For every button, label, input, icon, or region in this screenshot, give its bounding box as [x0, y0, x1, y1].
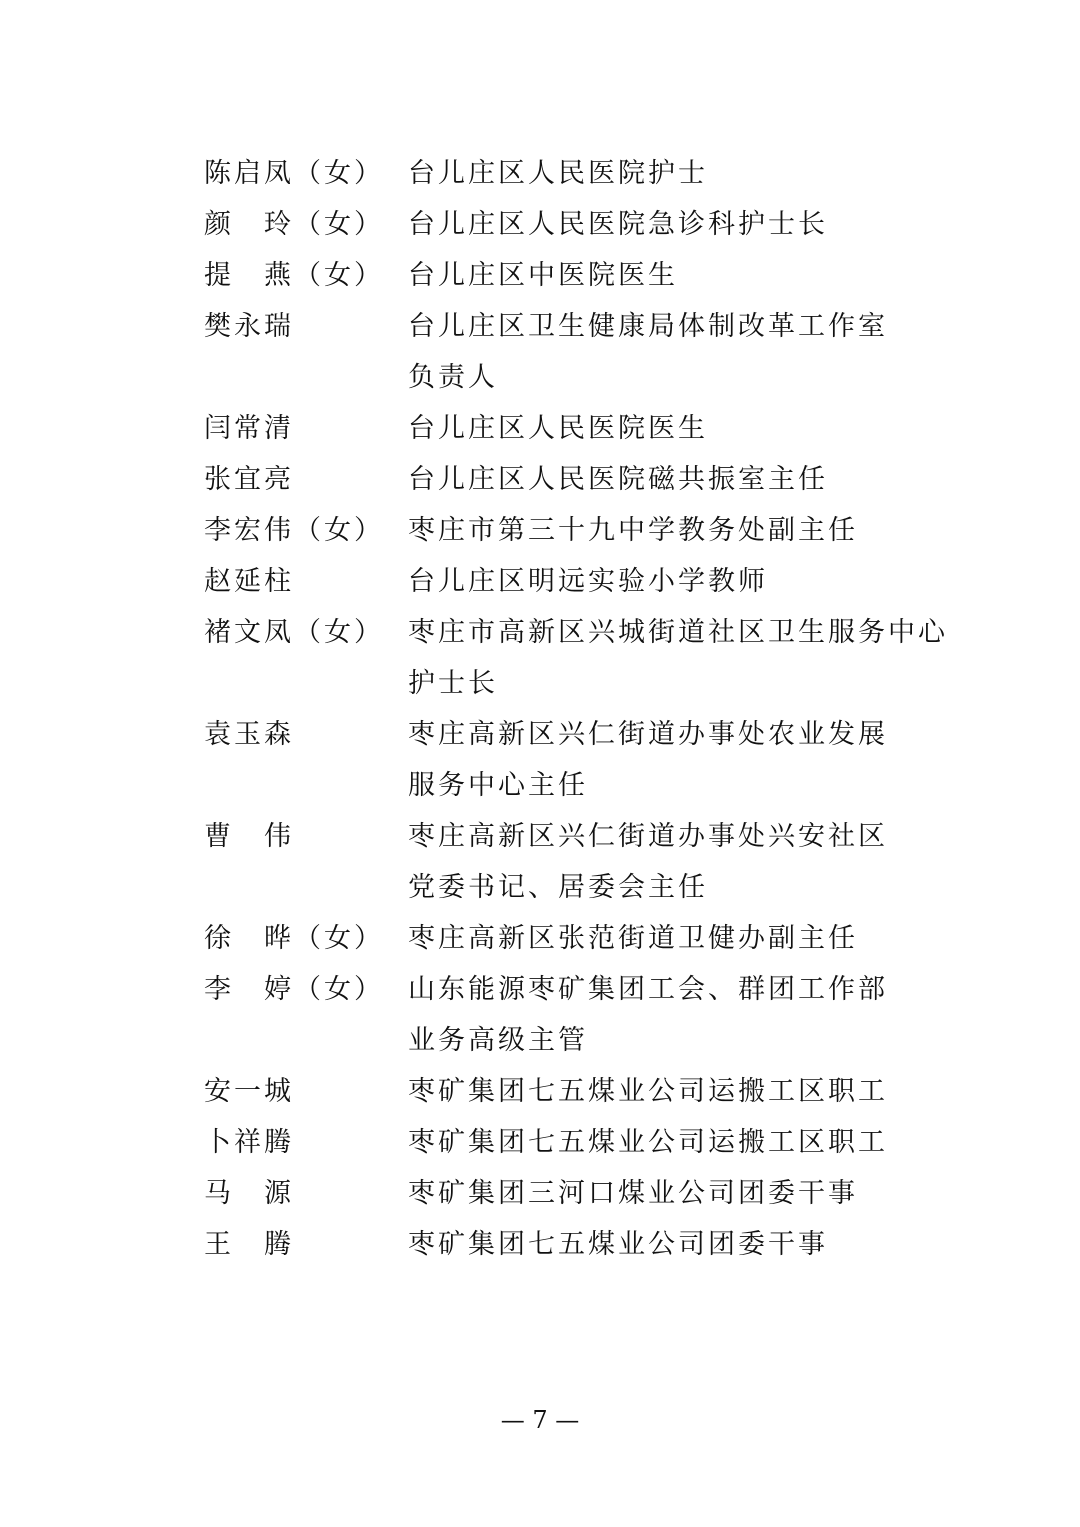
affiliation-line: 台儿庄区人民医院急诊科护士长 [408, 209, 828, 240]
list-item [204, 148, 964, 199]
list-item [204, 1219, 964, 1270]
affiliation [408, 1117, 964, 1168]
person-name: 安一城 [204, 1076, 294, 1107]
affiliation [408, 709, 964, 811]
affiliation [408, 403, 964, 454]
person-name: 卜祥腾 [204, 1127, 294, 1158]
list-item [204, 454, 964, 505]
affiliation [408, 505, 964, 556]
affiliation-line: 负责人 [408, 362, 498, 393]
person-name: 陈启凤（女） [204, 158, 384, 189]
affiliation-line: 枣矿集团七五煤业公司团委干事 [408, 1229, 828, 1260]
person-name: 马 源 [204, 1178, 294, 1209]
affiliation-line: 枣庄高新区兴仁街道办事处农业发展 [408, 719, 888, 750]
person-name: 褚文凤（女） [204, 617, 384, 648]
list-item [204, 505, 964, 556]
list-item [204, 1168, 964, 1219]
list-item [204, 1066, 964, 1117]
affiliation-line: 党委书记、居委会主任 [408, 872, 708, 903]
affiliation-line: 枣矿集团七五煤业公司运搬工区职工 [408, 1076, 888, 1107]
list-item [204, 913, 964, 964]
list-item [204, 964, 964, 1066]
person-name: 颜 玲（女） [204, 209, 384, 240]
list-item [204, 301, 964, 403]
affiliation-line: 枣庄高新区张范街道卫健办副主任 [408, 923, 858, 954]
list-item [204, 250, 964, 301]
person-name: 张宜亮 [204, 464, 294, 495]
affiliation [408, 1219, 964, 1270]
affiliation-line: 台儿庄区人民医院磁共振室主任 [408, 464, 828, 495]
affiliation [408, 607, 964, 709]
list-item [204, 709, 964, 811]
affiliation-line: 台儿庄区明远实验小学教师 [408, 566, 768, 597]
list-item [204, 607, 964, 709]
person-name: 王 腾 [204, 1229, 294, 1260]
person-name: 徐 晔（女） [204, 923, 384, 954]
affiliation [408, 964, 964, 1066]
affiliation [408, 199, 964, 250]
list-item [204, 556, 964, 607]
person-name: 李 婷（女） [204, 974, 384, 1005]
affiliation-line: 服务中心主任 [408, 770, 588, 801]
honoree-list [204, 148, 964, 1270]
affiliation-line: 枣矿集团三河口煤业公司团委干事 [408, 1178, 858, 1209]
list-item [204, 403, 964, 454]
affiliation-line: 枣庄高新区兴仁街道办事处兴安社区 [408, 821, 888, 852]
person-name: 曹 伟 [204, 821, 294, 852]
affiliation [408, 148, 964, 199]
affiliation-line: 台儿庄区中医院医生 [408, 260, 678, 291]
affiliation-line: 业务高级主管 [408, 1025, 588, 1056]
affiliation [408, 454, 964, 505]
person-name: 闫常清 [204, 413, 294, 444]
affiliation [408, 556, 964, 607]
list-item [204, 811, 964, 913]
person-name: 提 燕（女） [204, 260, 384, 291]
affiliation [408, 1066, 964, 1117]
affiliation-line: 山东能源枣矿集团工会、群团工作部 [408, 974, 888, 1005]
affiliation-line: 台儿庄区卫生健康局体制改革工作室 [408, 311, 888, 342]
affiliation-line: 护士长 [408, 668, 498, 699]
affiliation [408, 1168, 964, 1219]
person-name: 赵延柱 [204, 566, 294, 597]
affiliation-line: 枣庄市第三十九中学教务处副主任 [408, 515, 858, 546]
page-number: — 7 — [500, 1406, 580, 1434]
person-name: 李宏伟（女） [204, 515, 384, 546]
person-name: 樊永瑞 [204, 311, 294, 342]
affiliation [408, 811, 964, 913]
affiliation-line: 枣庄市高新区兴城街道社区卫生服务中心 [408, 617, 948, 648]
list-item [204, 199, 964, 250]
affiliation-line: 枣矿集团七五煤业公司运搬工区职工 [408, 1127, 888, 1158]
list-item [204, 1117, 964, 1168]
affiliation [408, 250, 964, 301]
affiliation-line: 台儿庄区人民医院护士 [408, 158, 708, 189]
affiliation [408, 913, 964, 964]
affiliation [408, 301, 964, 403]
person-name: 袁玉森 [204, 719, 294, 750]
affiliation-line: 台儿庄区人民医院医生 [408, 413, 708, 444]
